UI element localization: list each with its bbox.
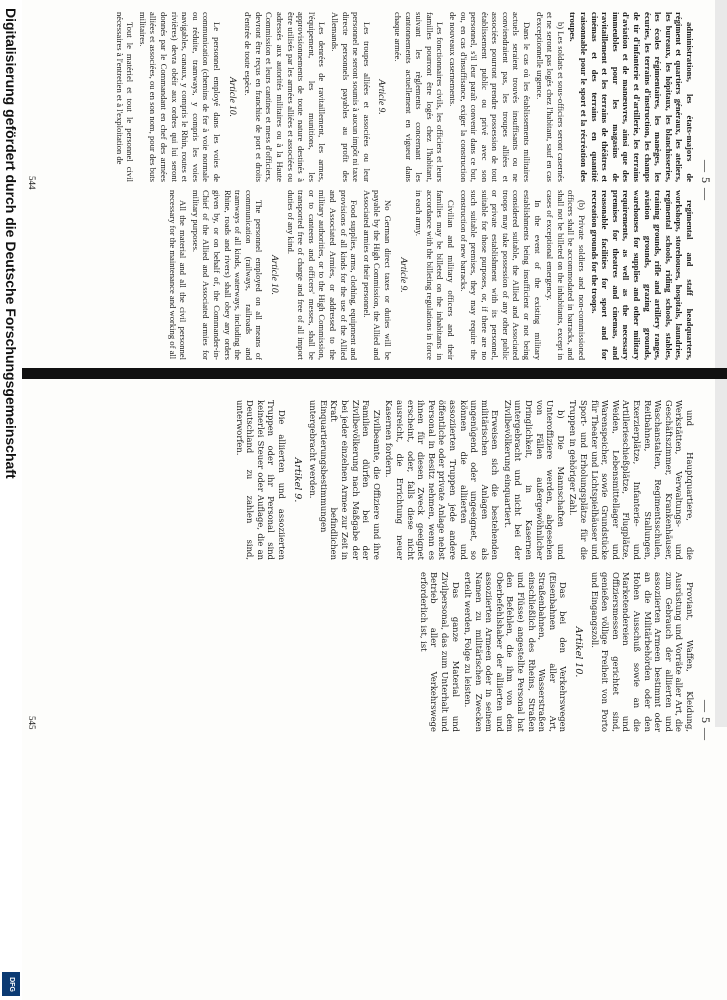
german-paragraph: Proviant, Waffen, Kleidung, Ausrüstung und Vorräte aller Art, die zum Gebrauch der alliierten und assoziierten Armeen bestimmt oder an die Militärbehörden oder den Hohen Ausschuß sowie an die Marketendereien und Offiziersmessen gerichtet sind, genießen völlige Freiheit von Porto und Eingangszoll. bbox=[589, 572, 695, 732]
french-paragraph: b) Les soldats et sous-officiers seront casernés et ne seront pas logés chez l'habitant, sauf en cas d'exceptionnelle urgence. bbox=[534, 12, 566, 182]
german-paragraph: Zivilbeamte, die Offiziere und ihre Familien dürfen bei der Zivilbevölkerung nach Maßgabe der bei jeder einzelnen Armee zur Zeit in Kraft befindlichen Einquartierungsbestimmungen untergebracht werden. bbox=[308, 400, 382, 560]
english-paragraph: No German direct taxes or duties will be payable by the High Commission, the Allied and Associated armies or their personnel. bbox=[361, 190, 393, 360]
german-column-1 bbox=[45, 400, 695, 560]
french-article-heading: Article 10. bbox=[226, 76, 237, 118]
german-paragraph: Das ganze Material und Zivilpersonal, das zum Unterhalt und Betrieb aller Verkehrswege erforderlich ist, ist bbox=[418, 572, 461, 732]
german-paragraph: und Hauptquartiere, die Werkstätten, Verwaltungs- und Geschäftszimmer, Krankenhäuser, Waschanstalten, Regimentsschulen, Reitbahnen, Stallungen, Exerzierplätze, Infanterie- und Artillerieschießplätze, Flugplätze, Weiden, Lebensmittellager und Warenspeicher, sowie Grundstücke für Theater und Lichtspielhäuser und Sport- und Erholungsplätze für die Truppen in gehöriger Zahl. bbox=[568, 400, 695, 560]
french-paragraph: Les fonctionnaires civils, les officiers et leurs familles pourront être logés chez l'habitant, suivant les règlements concernant les cantonnements actuellement en vigueur dans chaque armée. bbox=[392, 12, 446, 182]
dfg-logo-text: DFG bbox=[7, 976, 15, 992]
english-paragraph: Civilian and military officers and their families may be billeted on the inhabitants in accordance with the billeting regulations in force in each army. bbox=[414, 190, 456, 360]
german-paragraph: b) Die Mannschaften und Unteroffiziere werden, abgesehen von Fällen außergewöhnlicher Dringlichkeit, in Kasernen untergebracht und nicht bei der Zivilbevölkerung einquartiert. bbox=[502, 400, 566, 560]
english-paragraph: The personnel employed on all means of communication (railways, railroads and tramways of all kinds, waterways, including the Rhine, roads and rivers) shall obey any orders given by, or on behalf of, the Commander-in-Chief of the Allied and Associated armies for military purposes. bbox=[190, 190, 265, 360]
french-paragraph: Dans le cas où les établissements militaires actuels seraient trouvés insuffisants ou ne conviendraient pas, les troupes alliées et associées pourront prendre possession de tout établissement public ou privé avec son personnel, s'il leur paraît convenir dans ce but, ou, en cas d'insuffisance, exiger la construction de nouveaux casernements. bbox=[447, 12, 533, 182]
left-folio: — 5 — bbox=[699, 160, 713, 201]
french-paragraph: Les troupes alliées et associées ou leur personnel ne seront soumis à aucun impôt ni taxe directe personnels payables au profit des Allemands. bbox=[330, 12, 372, 182]
banner-text: Digitalisierung gefördert durch die Deutsche Forschungsgemeinschaft bbox=[3, 8, 19, 479]
right-page-number: 545 bbox=[27, 716, 37, 730]
french-column bbox=[45, 12, 695, 182]
french-article-heading: Article 9. bbox=[376, 79, 387, 115]
english-article-heading: Article 10. bbox=[269, 254, 280, 296]
french-paragraph: Le personnel employé dans les voies de communication (chemins de fer à voie normale ou réduite, tramways, y compris les voies navigables, canaux, y compris le Rhin, routes et rivières) devra obéir aux ordres qui lui seront donnés par le Commandant en chef des armées alliées et associées, ou en son nom, pour des buts militaires. bbox=[137, 12, 223, 182]
german-paragraph: Die alliierten und assoziierten Truppen oder ihr Personal sind keinerlei Steuer oder Auflage, die an Deutschland zu zahlen sind, unterworfen. bbox=[234, 400, 288, 560]
english-article-heading: Article 9. bbox=[397, 257, 408, 293]
french-paragraph: Tout le matériel et tout le personnel civil nécessaires à l'entretien et à l'exploitation de bbox=[114, 12, 136, 182]
german-article-heading: Artikel 9. bbox=[291, 457, 303, 503]
gutter-divider bbox=[0, 368, 727, 379]
right-folio: — 5 — bbox=[699, 700, 713, 741]
english-paragraph: Food supplies, arms, clothing, equipment and provisions of all kinds for the use of the Allied and Associated Armies, or addressed to the military authorities, or to the High Commission, or to canteens and officers' messes, shall be transported free of charge and free of all import duties of any kind. bbox=[285, 190, 360, 360]
german-article-heading: Artikel 10. bbox=[573, 626, 585, 678]
english-paragraph: regimental and staff headquarters, workshops, storehouses, hospitals, laundries, regimental schools, riding schools, stables, training grounds, rifle and artillery ranges, aviation grounds, grazing grounds, warehouses for supplies and other military requirements, as well as the necessary premises for theatres and cinemas, and reasonable facilities for sport and for recreation grounds for the troops. bbox=[589, 190, 695, 360]
german-column-2 bbox=[45, 572, 695, 732]
dfg-logo bbox=[2, 972, 20, 996]
english-paragraph: (b) Private soldiers and non-commissioned officers shall be accommodated in barracks, and shall not be billeted on the inhabitants, except in cases of exceptional emergency. bbox=[545, 190, 588, 360]
german-paragraph: Das bei den Verkehrswegen (Eisenbahnen aller Art, Straßenbahnen, Wasserstraßen einschließlich des Rheins, Straßen und Flüsse) angestellte Personal hat den Befehlen, die ihm von dem Oberbefehlshaber der alliierten und assoziierten Armeen oder in seinem Namen zu militärischen Zwecken erteilt werden, Folge zu leisten. bbox=[463, 572, 569, 732]
german-paragraph: Erweisen sich die bestehenden militärischen Anlagen als ungenügend oder ungeeignet, so können die alliierten und assoziierten Truppen jede andere öffentliche oder private Anlage nebst Personal in Besitz nehmen, wenn es ihnen für diesen Zweck geeignet erscheint, oder, falls diese nicht ausreicht, die Errichtung neuer Kasernen fordern. bbox=[384, 400, 501, 560]
scan-top-edge bbox=[715, 0, 727, 727]
french-paragraph: administrations, les états-majors de régiment et quartiers généraux, les ateliers, les bureaux, les hôpitaux, les blanchisseries, les écoles régimentaires, les manèges, les écuries, les terrains d'instruction, les champs de tir d'infanterie et d'artillerie, les terrains d'aviation et de manœuvres, ainsi que des immeubles pour les magasins de ravitaillement et les terrains de théâtres et cinémas et des terrains en quantité raisonnable pour le sport et la récréation des troupes. bbox=[568, 12, 695, 182]
digitization-banner bbox=[0, 0, 22, 1000]
english-column bbox=[45, 190, 695, 360]
english-paragraph: All the material and all the civil personnel necessary for the maintenance and working of all bbox=[167, 190, 189, 360]
english-paragraph: In the event of the existing military establishments being insufficient or not being considered suitable, the Allied and Associated troops may take possession of any other public or private establishment with its personnel, suitable for those purposes, or, if there are no such suitable premises, they may require the construction of new barracks. bbox=[458, 190, 543, 360]
left-page-number: 544 bbox=[27, 176, 37, 190]
french-paragraph: Les denrées de ravitaillement, les armes, l'équipement, les munitions, les approvisionnements de toute nature destinés à être utilisés par les armées alliées et associées ou adressés aux autorités militaires ou à la Haute Commission et leurs cantines et mess d'officiers, devront être reçus en franchise de port et droits d'entrée de toute espèce. bbox=[243, 12, 328, 182]
